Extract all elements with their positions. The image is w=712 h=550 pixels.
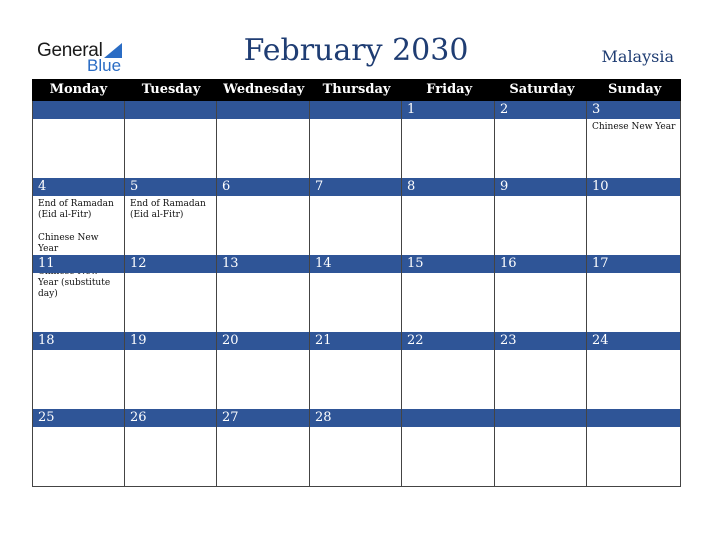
weekday-sunday: Sunday — [607, 82, 662, 97]
weekday-thursday: Thursday — [322, 82, 391, 97]
day-cell[interactable] — [586, 332, 681, 409]
day-cell[interactable] — [124, 409, 216, 486]
calendar-week — [32, 332, 681, 409]
country-label: Malaysia — [601, 47, 674, 66]
day-header-band — [33, 101, 124, 119]
day-cell[interactable] — [309, 409, 401, 486]
day-number: 3 — [592, 102, 601, 117]
day-cell[interactable] — [401, 255, 494, 332]
holiday-label: End of Ramadan (Eid al-Fitr) — [38, 199, 114, 220]
day-number: 15 — [407, 256, 424, 271]
holiday-list — [592, 122, 677, 145]
day-number: 20 — [222, 333, 239, 348]
day-cell[interactable] — [216, 332, 309, 409]
day-number: 17 — [592, 256, 609, 271]
day-header-band — [495, 101, 586, 119]
day-number: 14 — [315, 256, 332, 271]
grid-bottom-border — [32, 486, 681, 487]
day-cell[interactable] — [309, 332, 401, 409]
day-header-band — [402, 178, 494, 196]
day-number: 9 — [500, 179, 509, 194]
day-cell[interactable] — [124, 101, 216, 178]
day-number: 22 — [407, 333, 424, 348]
day-header-band — [587, 409, 680, 427]
day-cell[interactable] — [309, 178, 401, 255]
holiday-label: Chinese New Year — [592, 122, 676, 132]
day-cell[interactable] — [494, 255, 586, 332]
day-cell[interactable] — [124, 255, 216, 332]
day-cell[interactable] — [586, 101, 681, 178]
weekday-wednesday: Wednesday — [223, 82, 305, 97]
day-number: 19 — [130, 333, 147, 348]
weekday-header — [32, 79, 681, 101]
day-number: 8 — [407, 179, 416, 194]
day-number: 10 — [592, 179, 609, 194]
day-cell[interactable] — [494, 178, 586, 255]
day-number: 13 — [222, 256, 239, 271]
day-header-band — [33, 178, 124, 196]
weekday-monday: Monday — [49, 82, 108, 97]
day-cell[interactable] — [586, 409, 681, 486]
day-number: 18 — [38, 333, 55, 348]
calendar-week — [32, 101, 681, 178]
day-header-band — [495, 178, 586, 196]
day-cell[interactable] — [494, 409, 586, 486]
day-cell[interactable] — [216, 178, 309, 255]
day-number: 27 — [222, 410, 239, 425]
day-cell[interactable] — [216, 101, 309, 178]
day-number: 2 — [500, 102, 509, 117]
day-cell[interactable] — [124, 178, 216, 255]
day-number: 25 — [38, 410, 55, 425]
day-header-band — [217, 178, 309, 196]
day-cell[interactable] — [586, 178, 681, 255]
day-cell[interactable] — [401, 332, 494, 409]
day-cell[interactable] — [32, 332, 124, 409]
day-number: 16 — [500, 256, 517, 271]
day-header-band — [495, 409, 586, 427]
calendar-grid — [32, 79, 681, 509]
day-header-band — [587, 101, 680, 119]
day-number: 6 — [222, 179, 231, 194]
holiday-label: Year (substitute day) — [38, 278, 111, 299]
day-cell[interactable] — [216, 409, 309, 486]
weekday-saturday: Saturday — [509, 82, 575, 97]
day-number: 23 — [500, 333, 517, 348]
day-header-band — [402, 409, 494, 427]
day-cell[interactable] — [32, 255, 124, 332]
day-header-band — [310, 178, 401, 196]
day-number: 26 — [130, 410, 147, 425]
weekday-friday: Friday — [426, 82, 473, 97]
page-title: February 2030 — [243, 33, 469, 68]
day-cell[interactable] — [494, 332, 586, 409]
holiday-list — [130, 199, 213, 233]
day-cell[interactable] — [309, 255, 401, 332]
day-header-band — [125, 178, 216, 196]
day-number: 4 — [38, 179, 47, 194]
day-cell[interactable] — [401, 409, 494, 486]
day-cell[interactable] — [586, 255, 681, 332]
day-header-band — [310, 101, 401, 119]
day-number: 11 — [38, 256, 55, 271]
day-cell[interactable] — [32, 409, 124, 486]
day-cell[interactable] — [309, 101, 401, 178]
day-number: 21 — [315, 333, 332, 348]
day-cell[interactable] — [401, 101, 494, 178]
day-cell[interactable] — [32, 101, 124, 178]
day-number: 1 — [407, 102, 416, 117]
day-cell[interactable] — [401, 178, 494, 255]
day-cell[interactable] — [216, 255, 309, 332]
day-cell[interactable] — [494, 101, 586, 178]
day-cell[interactable] — [124, 332, 216, 409]
day-number: 12 — [130, 256, 147, 271]
day-number: 24 — [592, 333, 609, 348]
day-header-band — [125, 101, 216, 119]
logo-general-text: General — [37, 40, 103, 61]
calendar-week — [32, 255, 681, 332]
day-number: 5 — [130, 179, 139, 194]
holiday-label: Chinese New Year — [38, 233, 99, 254]
holiday-label: End of Ramadan (Eid al-Fitr) — [130, 199, 206, 220]
day-header-band — [402, 101, 494, 119]
day-number: 7 — [315, 179, 324, 194]
day-number: 28 — [315, 410, 332, 425]
day-header-band — [217, 101, 309, 119]
weekday-tuesday: Tuesday — [141, 82, 201, 97]
calendar-week — [32, 409, 681, 486]
logo-blue-text: Blue — [87, 56, 122, 75]
